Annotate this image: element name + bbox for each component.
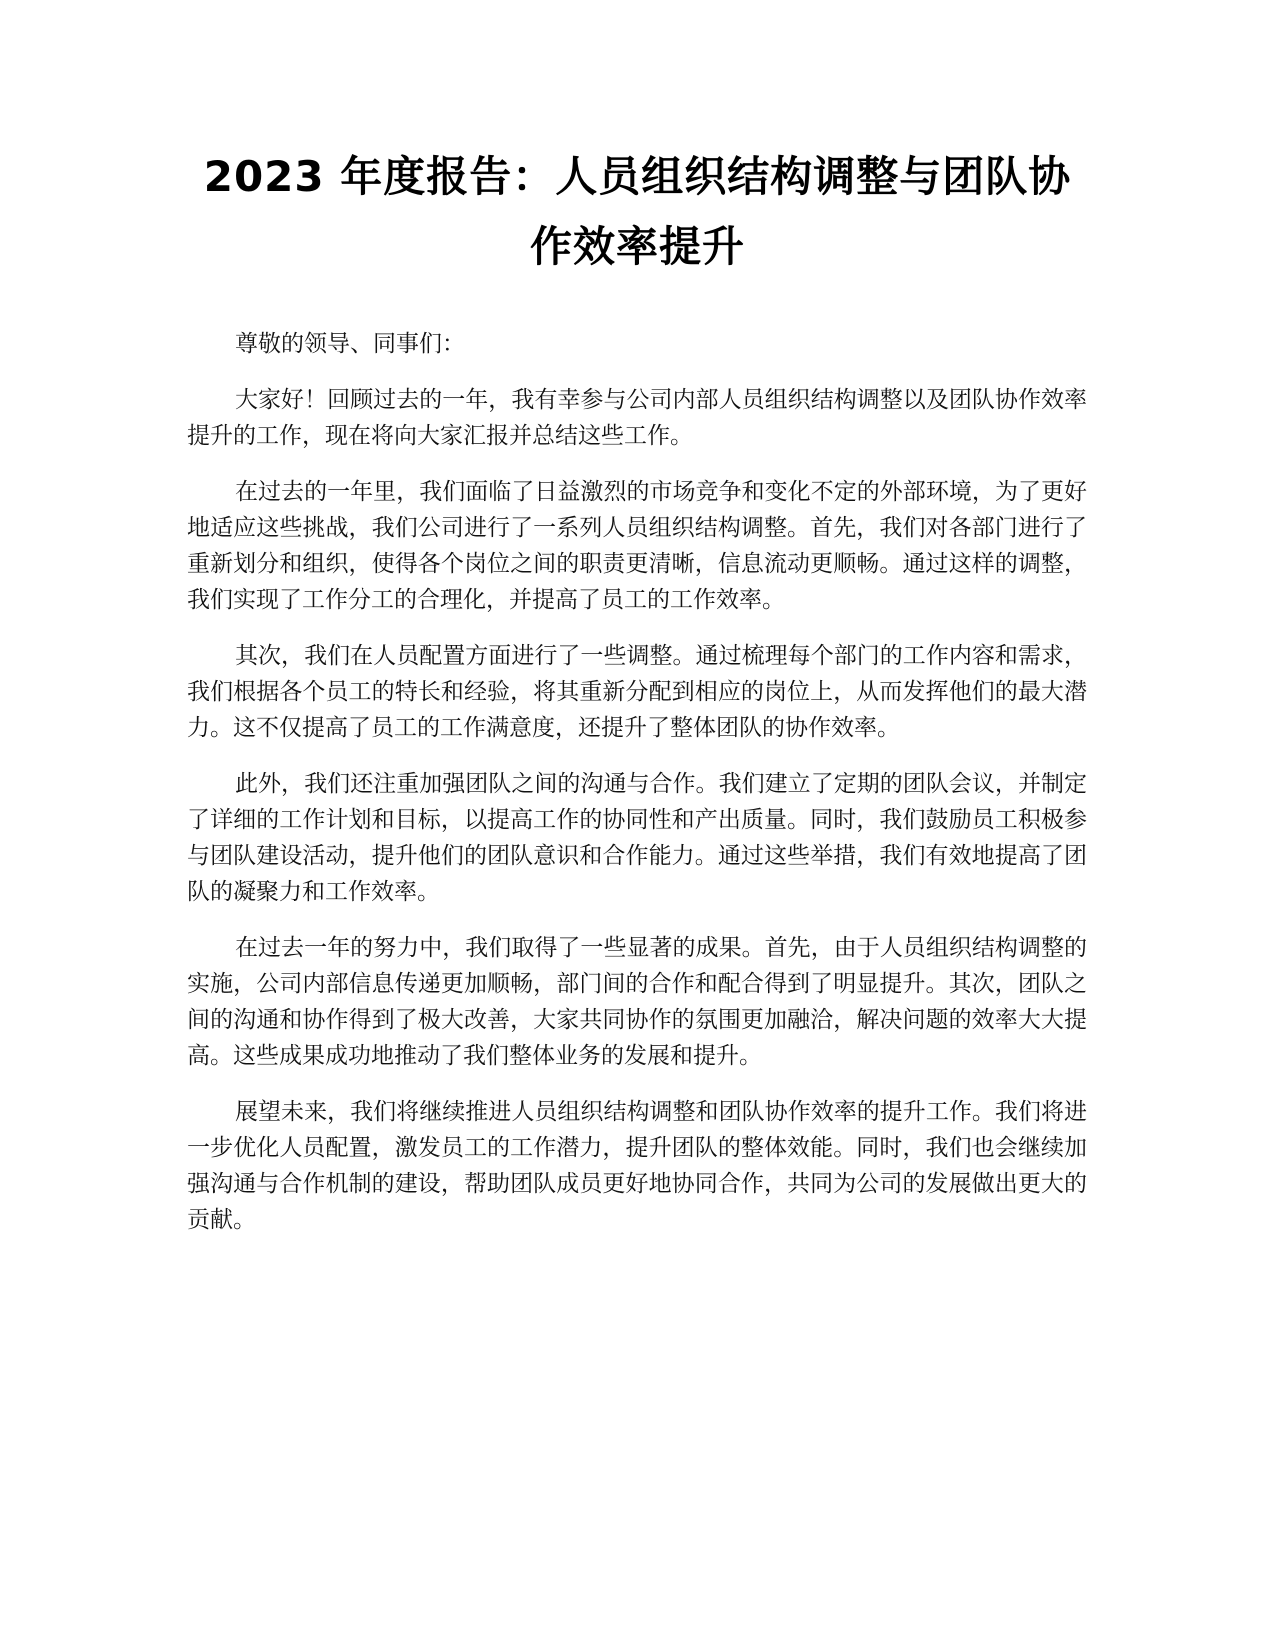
document-body xyxy=(187,326,1087,1258)
paragraph-4: 此外，我们还注重加强团队之间的沟通与合作。我们建立了定期的团队会议，并制定了详细的工作计划和目标，以提高工作的协同性和产出质量。同时，我们鼓励员工积极参与团队建设活动，提升他们的团队意识和合作能力。通过这些举措，我们有效地提高了团队的凝聚力和工作效率。 xyxy=(187,771,1087,905)
paragraph-6: 展望未来，我们将继续推进人员组织结构调整和团队协作效率的提升工作。我们将进一步优化人员配置，激发员工的工作潜力，提升团队的整体效能。同时，我们也会继续加强沟通与合作机制的建设，帮助团队成员更好地协同合作，共同为公司的发展做出更大的贡献。 xyxy=(187,1099,1087,1233)
paragraph-1: 大家好！回顾过去的一年，我有幸参与公司内部人员组织结构调整以及团队协作效率提升的工作，现在将向大家汇报并总结这些工作。 xyxy=(187,387,1087,449)
title-line-1: 2023 年度报告：人员组织结构调整与团队协 xyxy=(203,152,1072,201)
title-line-2: 作效率提升 xyxy=(529,222,745,271)
document-title xyxy=(170,142,1105,282)
paragraph-5: 在过去一年的努力中，我们取得了一些显著的成果。首先，由于人员组织结构调整的实施，公司内部信息传递更加顺畅，部门间的合作和配合得到了明显提升。其次，团队之间的沟通和协作得到了极大改善，大家共同协作的氛围更加融洽，解决问题的效率大大提高。这些成果成功地推动了我们整体业务的发展和提升。 xyxy=(187,935,1087,1069)
paragraph-3: 其次，我们在人员配置方面进行了一些调整。通过梳理每个部门的工作内容和需求，我们根据各个员工的特长和经验，将其重新分配到相应的岗位上，从而发挥他们的最大潜力。这不仅提高了员工的工作满意度，还提升了整体团队的协作效率。 xyxy=(187,643,1087,741)
salutation: 尊敬的领导、同事们： xyxy=(235,331,465,357)
paragraph-2: 在过去的一年里，我们面临了日益激烈的市场竞争和变化不定的外部环境，为了更好地适应这些挑战，我们公司进行了一系列人员组织结构调整。首先，我们对各部门进行了重新划分和组织，使得各个岗位之间的职责更清晰，信息流动更顺畅。通过这样的调整，我们实现了工作分工的合理化，并提高了员工的工作效率。 xyxy=(187,479,1087,613)
